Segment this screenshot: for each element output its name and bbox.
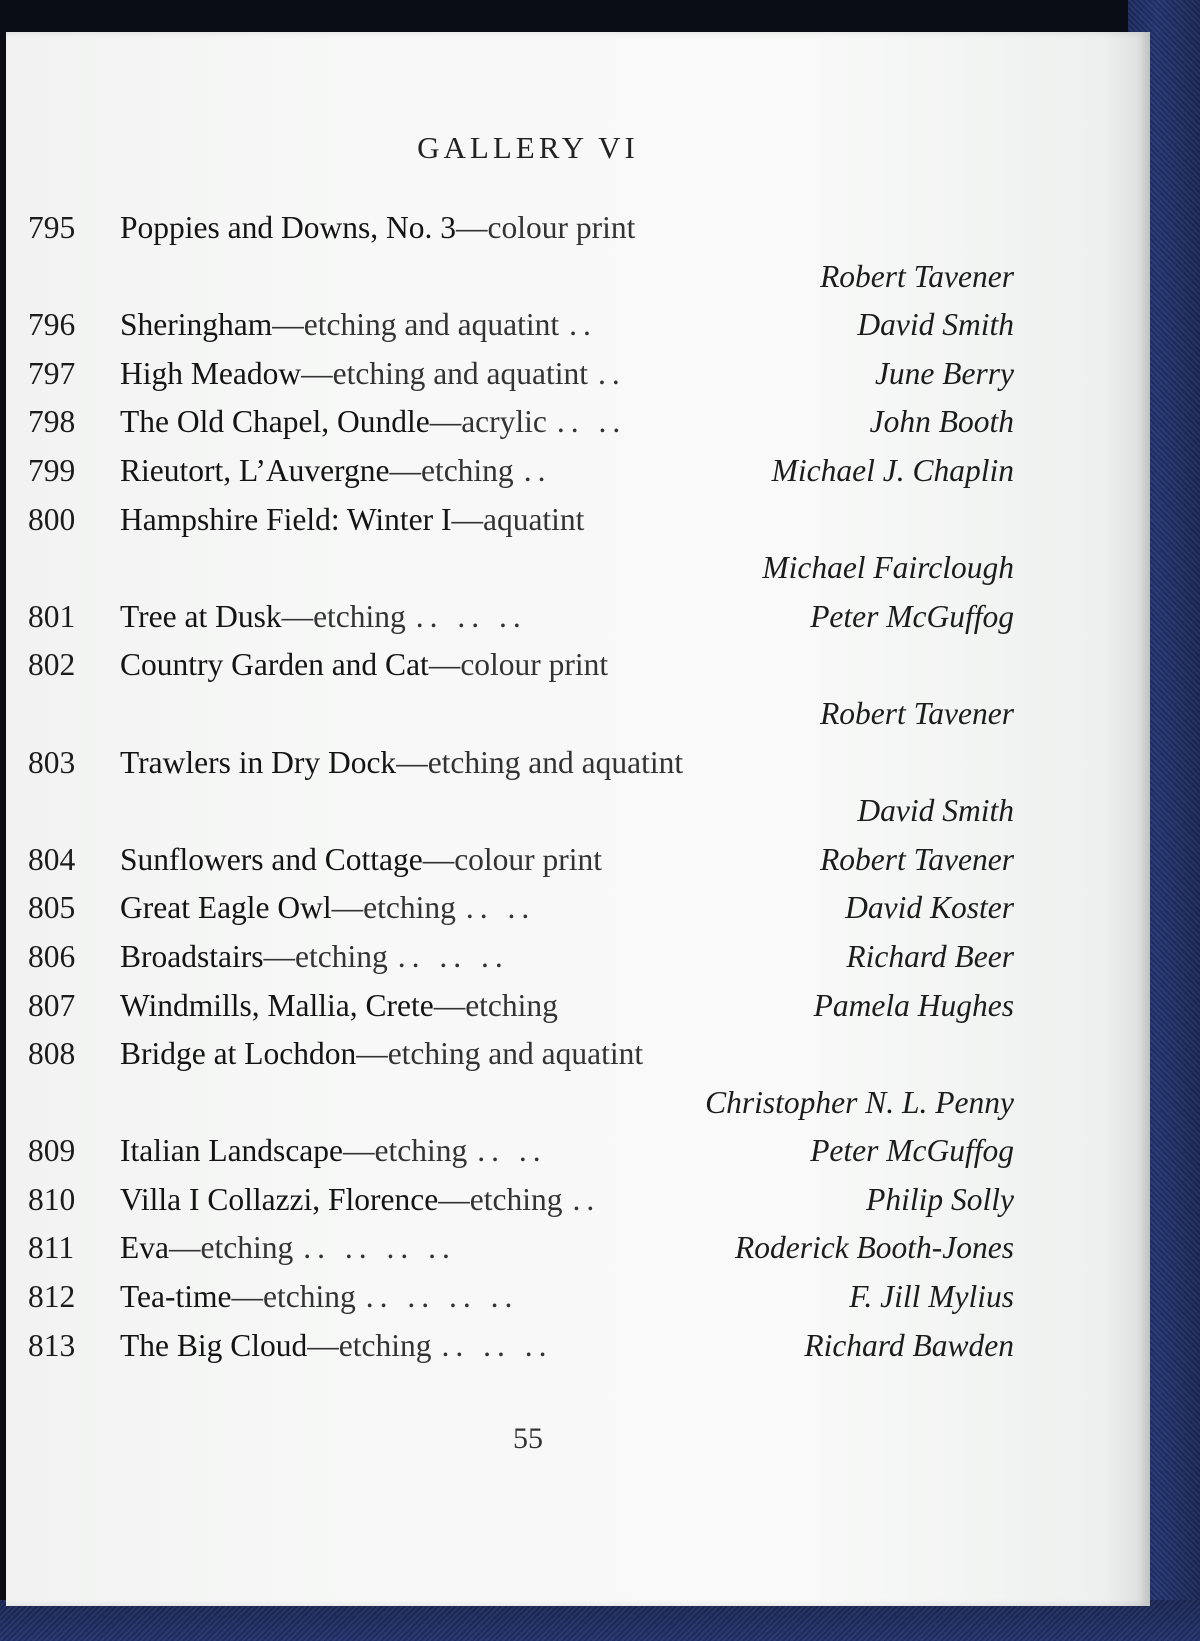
entry-number: 798 <box>28 404 76 440</box>
entry-artist: Robert Tavener <box>820 841 1014 877</box>
entry-medium: —acrylic <box>429 404 547 440</box>
entry-title: Broadstairs <box>120 938 264 974</box>
catalogue-entry <box>28 1273 1014 1322</box>
entry-description <box>120 398 626 447</box>
catalogue-list <box>28 204 1014 1370</box>
entry-title: Poppies and Downs, No. 3 <box>120 210 456 245</box>
entry-description <box>120 933 509 982</box>
catalogue-entry <box>28 836 1014 885</box>
page-content <box>6 32 1150 1606</box>
entry-artist: John Booth <box>869 404 1014 440</box>
entry-description <box>120 496 584 545</box>
entry-medium: —etching <box>281 598 406 634</box>
gallery-heading: GALLERY VI <box>417 130 639 165</box>
entry-artist: Christopher N. L. Penny <box>705 1084 1014 1120</box>
catalogue-entry <box>28 204 1014 253</box>
catalogue-entry <box>28 1030 1014 1079</box>
dot-leader: .. <box>523 452 552 488</box>
catalogue-entry <box>28 398 1014 447</box>
entry-number: 797 <box>28 355 76 391</box>
entry-number: 799 <box>28 452 76 488</box>
entry-number: 801 <box>28 598 76 634</box>
entry-artist: Robert Tavener <box>820 258 1014 294</box>
entry-medium: —etching <box>438 1181 563 1217</box>
entry-title: High Meadow <box>120 355 302 391</box>
entry-number: 807 <box>28 987 76 1023</box>
page-number: 55 <box>513 1422 543 1455</box>
catalogue-entry <box>28 301 1014 350</box>
entry-number: 796 <box>28 307 76 343</box>
dot-leader: .. .. <box>465 890 536 926</box>
entry-title: Bridge at Lochdon <box>120 1036 357 1072</box>
entry-title: Rieutort, L’Auvergne <box>120 452 390 488</box>
catalogue-entry <box>28 496 1014 545</box>
entry-number: 802 <box>28 647 76 683</box>
entry-number: 800 <box>28 501 76 537</box>
entry-description <box>120 350 626 399</box>
entry-title: Eva <box>120 1230 169 1266</box>
entry-medium: —etching and aquatint <box>272 307 560 343</box>
entry-artist: David Koster <box>845 890 1014 926</box>
entry-number: 810 <box>28 1181 76 1217</box>
entry-artist: David Smith <box>857 793 1014 829</box>
catalogue-entry-continuation <box>28 690 1014 739</box>
catalogue-entry <box>28 1224 1014 1273</box>
entry-medium: —etching <box>263 938 388 974</box>
entry-medium: —etching <box>331 890 456 926</box>
dot-leader: .. .. .. <box>441 1327 553 1363</box>
entry-artist: Roderick Booth-Jones <box>734 1230 1014 1266</box>
entry-title: The Old Chapel, Oundle <box>120 404 430 440</box>
entry-title: Great Eagle Owl <box>120 890 332 926</box>
entry-artist: Richard Beer <box>846 938 1014 974</box>
entry-medium: —etching <box>307 1327 432 1363</box>
entry-artist: Peter McGuffog <box>810 1133 1014 1169</box>
entry-title: Trawlers in Dry Dock <box>120 744 397 780</box>
entry-description <box>120 836 602 885</box>
entry-medium: —colour print <box>422 841 603 877</box>
dot-leader: .. .. <box>477 1133 547 1169</box>
dot-leader: .. .. .. <box>397 938 509 974</box>
catalogue-entry <box>28 641 1014 690</box>
catalogue-entry-continuation <box>28 544 1014 593</box>
dot-leader: .. .. .. .. <box>303 1230 456 1266</box>
entry-description <box>120 884 535 933</box>
entry-number: 808 <box>28 1036 76 1072</box>
entry-description <box>120 593 527 642</box>
entry-artist: Philip Solly <box>866 1181 1014 1217</box>
entry-medium: —colour print <box>456 210 636 245</box>
entry-description <box>120 1127 547 1176</box>
entry-description <box>120 1176 600 1225</box>
catalogue-entry <box>28 447 1014 496</box>
entry-title: Country Garden and Cat <box>120 647 429 683</box>
entry-number: 812 <box>28 1279 76 1315</box>
entry-description <box>120 739 683 788</box>
entry-number: 795 <box>28 210 76 245</box>
catalogue-entry <box>28 350 1014 399</box>
entry-artist: June Berry <box>874 355 1014 391</box>
dot-leader: .. <box>598 355 626 391</box>
entry-title: Sunflowers and Cottage <box>120 841 423 877</box>
dot-leader: .. <box>569 307 597 343</box>
entry-title: Italian Landscape <box>120 1133 344 1169</box>
entry-medium: —etching <box>343 1133 468 1169</box>
entry-number: 803 <box>28 744 76 780</box>
entry-description <box>120 1224 456 1273</box>
entry-title: Villa I Collazzi, Florence <box>120 1181 439 1217</box>
catalogue-entry <box>28 1322 1014 1371</box>
entry-description <box>120 447 551 496</box>
entry-artist: F. Jill Mylius <box>849 1279 1014 1315</box>
entry-artist: Michael Fairclough <box>762 550 1014 586</box>
entry-number: 805 <box>28 890 76 926</box>
entry-description <box>120 982 558 1031</box>
entry-medium: —aquatint <box>451 501 585 537</box>
dot-leader: .. .. .. .. <box>365 1279 519 1315</box>
catalogue-entry <box>28 1127 1014 1176</box>
catalogue-entry <box>28 1176 1014 1225</box>
entry-artist: Peter McGuffog <box>810 598 1014 634</box>
entry-medium: —etching <box>168 1230 294 1266</box>
entry-description <box>120 641 608 690</box>
entry-medium: —etching <box>231 1279 356 1315</box>
entry-description <box>120 1322 552 1371</box>
catalogue-entry-continuation <box>28 787 1014 836</box>
entry-artist: David Smith <box>857 307 1014 343</box>
entry-title: Sheringham <box>120 307 273 343</box>
catalogue-entry-continuation <box>28 253 1014 302</box>
book-cover-bottom <box>0 1600 1200 1641</box>
catalogue-entry <box>28 982 1014 1031</box>
dot-leader: .. .. .. <box>415 598 527 634</box>
entry-description <box>120 204 635 253</box>
entry-title: Hampshire Field: Winter I <box>120 501 452 537</box>
entry-number: 809 <box>28 1133 76 1169</box>
entry-artist: Richard Bawden <box>804 1327 1014 1363</box>
entry-number: 811 <box>28 1230 75 1266</box>
entry-title: The Big Cloud <box>120 1327 308 1363</box>
entry-medium: —etching and aquatint <box>356 1036 644 1072</box>
entry-medium: —etching and aquatint <box>301 355 589 391</box>
catalogue-entry <box>28 593 1014 642</box>
entry-medium: —etching <box>389 452 514 488</box>
entry-medium: —colour print <box>428 647 609 683</box>
entry-title: Windmills, Mallia, Crete <box>120 987 434 1023</box>
entry-description <box>120 1030 643 1079</box>
catalogue-entry-continuation <box>28 1079 1014 1128</box>
entry-number: 806 <box>28 938 76 974</box>
entry-artist: Michael J. Chaplin <box>771 452 1014 488</box>
catalogue-entry <box>28 884 1014 933</box>
book-page <box>6 32 1150 1606</box>
entry-medium: —etching and aquatint <box>396 744 684 780</box>
entry-artist: Robert Tavener <box>820 695 1014 731</box>
entry-artist: Pamela Hughes <box>813 987 1014 1023</box>
entry-title: Tree at Dusk <box>120 598 282 634</box>
entry-description <box>120 301 597 350</box>
dot-leader: .. <box>572 1181 601 1217</box>
entry-number: 804 <box>28 841 76 877</box>
entry-title: Tea-time <box>120 1279 232 1315</box>
dot-leader: .. .. <box>556 404 627 440</box>
entry-medium: —etching <box>433 987 558 1023</box>
entry-description <box>120 1273 518 1322</box>
catalogue-entry <box>28 739 1014 788</box>
entry-number: 813 <box>28 1327 76 1363</box>
catalogue-entry <box>28 933 1014 982</box>
